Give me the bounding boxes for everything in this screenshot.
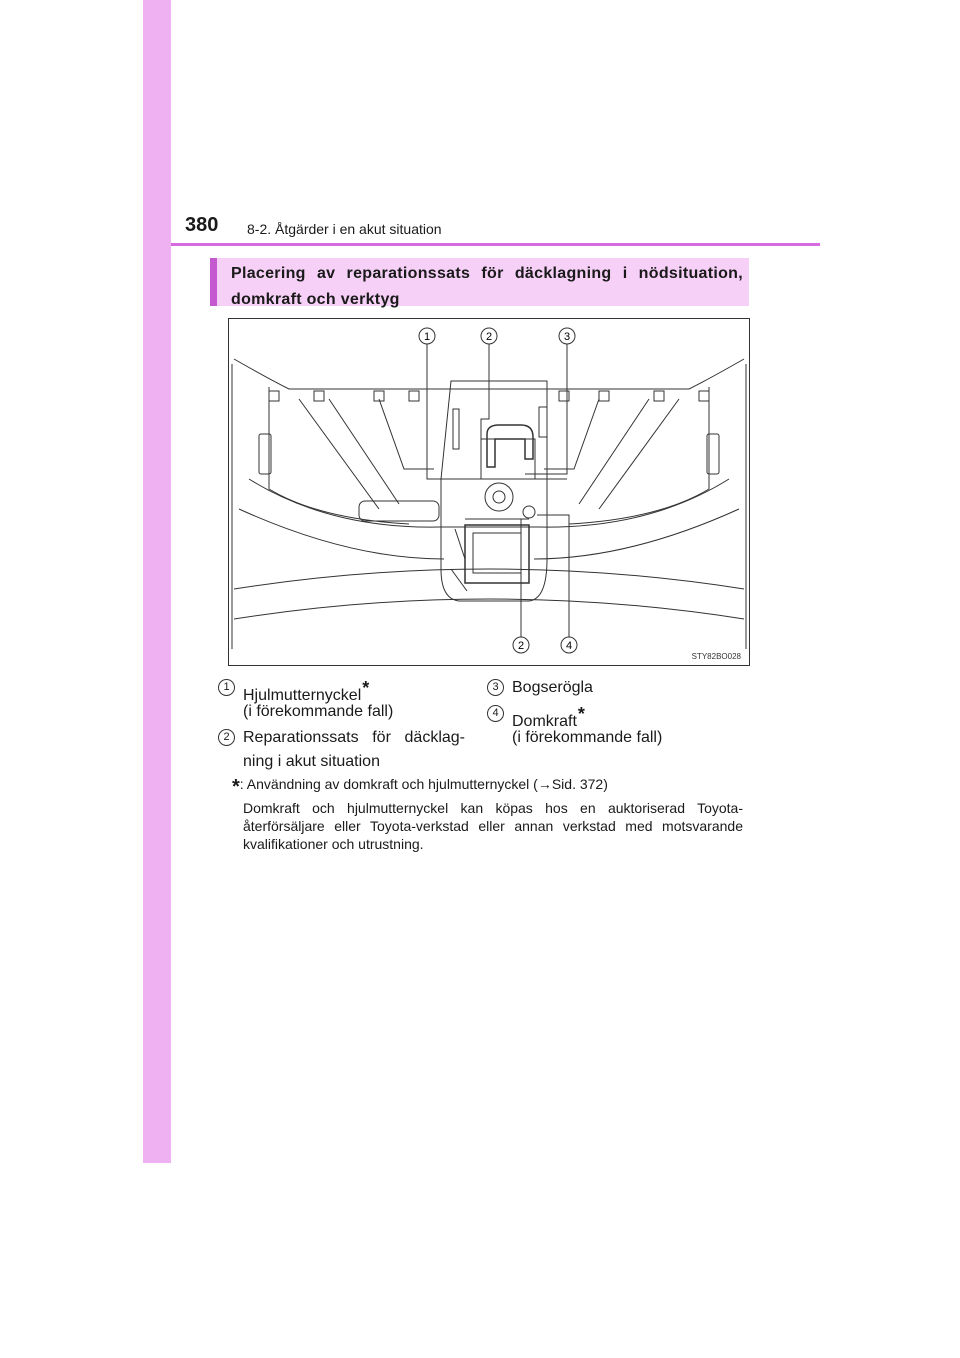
callout-label: 2 (517, 640, 525, 652)
callout-2-top (481, 328, 497, 344)
legend-label: Bogserögla (512, 679, 593, 696)
legend-label: Domkraft (512, 713, 577, 730)
legend-sublabel: (i förekommande fall) (243, 703, 394, 720)
section-title: Placering av reparationssats för däcklagning i nödsituation, domkraft och verktyg (231, 265, 743, 308)
callout-3-top (559, 328, 575, 344)
legend-number: 3 (487, 679, 504, 696)
legend-number: 1 (218, 679, 235, 696)
legend-number: 2 (218, 729, 235, 746)
section-title-box (210, 258, 749, 306)
trunk-illustration (228, 318, 750, 666)
legend-sublabel: (i förekommande fall) (512, 729, 663, 746)
footnote-line (232, 776, 608, 799)
footnote-text: : Användning av domkraft och hjulmutternyckel (→Sid. 372) (239, 776, 608, 792)
section-header: 8-2. Åtgärder i en akut situation (247, 221, 442, 237)
callout-4-bottom (561, 637, 577, 653)
header-rule (171, 243, 820, 246)
legend-label: Reparationssats för däcklag- (243, 729, 465, 746)
legend-label: Hjulmutternyckel (243, 687, 362, 704)
footnote-body: Domkraft och hjulmutternyckel kan köpas hos en auktoriserad Toyota-återförsäljare eller Toyota-verkstad eller annan verkstad med motsvarande kvalifikationer och utrustning. (243, 800, 743, 852)
asterisk-marker: * (362, 678, 370, 698)
callout-1-top (419, 328, 435, 344)
legend-sublabel: ning i akut situation (243, 753, 380, 770)
footnote-asterisk: * (232, 776, 240, 798)
callout-label: 3 (563, 331, 571, 343)
asterisk-marker: * (577, 704, 585, 724)
legend-number: 4 (487, 705, 504, 722)
illustration-code: STY82BO028 (691, 652, 741, 661)
callout-2-bottom (513, 637, 529, 653)
page-number: 380 (185, 214, 219, 236)
callout-label: 1 (423, 331, 431, 343)
callout-label: 4 (565, 640, 573, 652)
trunk-drawing (229, 319, 749, 665)
side-color-band (143, 0, 171, 1163)
callout-label: 2 (485, 331, 493, 343)
